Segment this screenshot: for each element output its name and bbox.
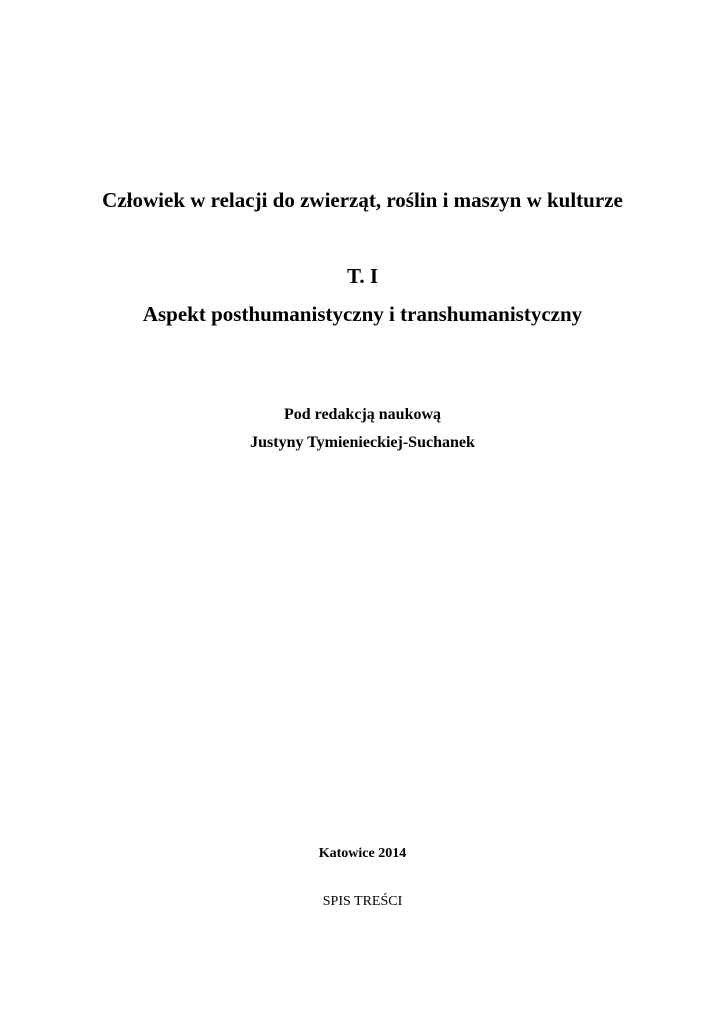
book-title: Człowiek w relacji do zwierząt, roślin i maszyn w kulturze bbox=[102, 188, 623, 212]
editor-name: Justyny Tymienieckiej-Suchanek bbox=[250, 434, 475, 451]
table-of-contents-heading: SPIS TREŚCI bbox=[322, 894, 403, 909]
volume-number: T. I bbox=[346, 264, 379, 288]
publication-place-year: Katowice 2014 bbox=[318, 846, 407, 861]
book-subtitle: Aspekt posthumanistyczny i transhumanistyczny bbox=[142, 302, 583, 326]
editor-label: Pod redakcją naukową bbox=[283, 406, 442, 423]
